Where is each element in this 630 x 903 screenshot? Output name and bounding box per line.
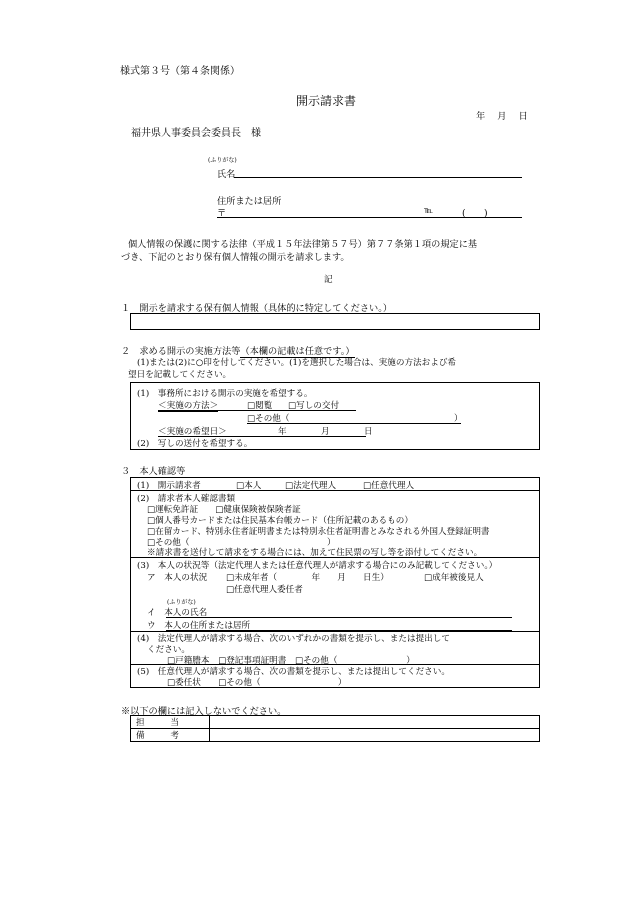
intro-line-2: づき、下記のとおり保有個人情報の開示を請求します。 (121, 252, 350, 263)
requester-legal-checkbox[interactable]: □法定代理人 (285, 481, 337, 491)
section2-option-1[interactable]: (1) 事務所における開示の実施を希望する。 (137, 389, 313, 399)
section1-title: １ 開示を請求する保有個人情報（具体的に特定してください。） (121, 303, 393, 314)
section2-title: ２ 求める開示の実施方法等（本欄の記載は任意です。） (121, 346, 355, 357)
id-doc-item[interactable]: □個人番号カードまたは住民基本台帳カード（住所記載のあるもの） (147, 516, 413, 526)
addressee: 福井県人事委員会委員長 様 (131, 128, 261, 139)
legal-docs-title-2: ください。 (147, 645, 190, 655)
id-docs-note: ※請求書を送付して請求をする場合には、加えて住民票の写し等を添付してください。 (147, 548, 483, 558)
minor-checkbox[interactable]: □未成年者（ 年 月 日生） (226, 573, 389, 583)
name-label: 氏名 (217, 169, 236, 180)
method-copy-checkbox[interactable]: □写しの交付 (288, 401, 340, 411)
office-row-tanto: 担 当 (136, 718, 179, 728)
date-pref-label: ＜実施の希望日＞ (158, 427, 227, 437)
address-label: 住所または居所 (217, 196, 282, 207)
form-number: 様式第３号（第４条関係） (120, 66, 240, 77)
method-other-close: ） (454, 414, 463, 424)
address-field[interactable] (217, 217, 522, 218)
principal-status-title: (3) 本人の状況等（法定代理人または任意代理人が請求する場合にのみ記載してください。） (137, 561, 498, 571)
method-other-checkbox[interactable]: □その他（ (247, 414, 290, 424)
intro-line-1: 個人情報の保護に関する法律（平成１５年法律第５７号）第７７条第１項の規定に基 (128, 239, 478, 250)
legal-docs-items[interactable]: □戸籍謄本 □登記事項証明書 □その他（ ） (167, 656, 415, 666)
principal-name-label: イ 本人の氏名 (147, 608, 208, 618)
ki-label: 記 (324, 275, 333, 285)
office-use-note: ※以下の欄には記入しないでください。 (121, 706, 287, 717)
voluntary-docs-title: (5) 任意代理人が請求する場合、次の書類を提示し、または提出してください。 (137, 667, 450, 677)
section2-option-2[interactable]: (2) 写しの送付を希望する。 (137, 439, 253, 449)
method-underline-1 (158, 410, 356, 411)
id-doc-item[interactable]: □在留カード、特別永住者証明書または特別永住者証明書とみなされる外国人登録証明書 (147, 527, 490, 537)
tel-mark: ℡ (424, 206, 434, 216)
office-row-divider (130, 728, 540, 729)
page-title: 開示請求書 (296, 94, 357, 108)
principal-status-label: ア 本人の状況 (147, 573, 208, 583)
id-docs-title: (2) 請求者本人確認書類 (137, 494, 236, 504)
section2-desc-1: (1)または(2)に○印を付してください。(1)を選択した場合は、実施の方法および希 (137, 358, 457, 368)
method-label: ＜実施の方法＞ (158, 401, 219, 411)
principal-address-label: ウ 本人の住所または居所 (147, 621, 251, 631)
voluntary-principal-checkbox[interactable]: □任意代理人委任者 (226, 585, 303, 595)
office-col-divider (209, 715, 210, 742)
date-pref-units[interactable]: 年 月 日 (278, 427, 373, 437)
requester-label: (1) 開示請求者 (137, 481, 201, 491)
name-field[interactable] (234, 177, 522, 178)
voluntary-docs-items[interactable]: □委任状 □その他（ ） (167, 678, 347, 688)
date-label: 年 月 日 (476, 111, 528, 122)
legal-docs-title-1: (4) 法定代理人が請求する場合、次のいずれかの書類を提示し、または提出して (137, 634, 450, 644)
id-doc-item[interactable]: □運転免許証 □健康保険被保険者証 (147, 505, 301, 515)
section2-desc-2: 望日を記載してください。 (128, 370, 232, 380)
tel-paren: ( ) (462, 208, 488, 219)
postal-mark: 〒 (217, 208, 227, 219)
section2-optional-note: （本欄の記載は任意です。） (240, 346, 355, 357)
method-view-checkbox[interactable]: □閲覧 (247, 401, 273, 411)
principal-address-field[interactable] (166, 630, 512, 631)
section1-input-box[interactable] (130, 313, 540, 330)
principal-name-field[interactable] (166, 617, 512, 618)
section3-title: ３ 本人確認等 (121, 466, 186, 477)
principal-furigana-label: (ふりがな) (167, 599, 196, 606)
office-row-biko: 備 考 (136, 731, 179, 741)
furigana-label: (ふりがな) (208, 157, 237, 164)
adult-ward-checkbox[interactable]: □成年被後見人 (424, 573, 484, 583)
method-underline-2 (247, 423, 461, 424)
id-doc-item[interactable]: □その他（ ） (147, 538, 336, 548)
requester-self-checkbox[interactable]: □本人 (236, 481, 262, 491)
requester-voluntary-checkbox[interactable]: □任意代理人 (363, 481, 415, 491)
